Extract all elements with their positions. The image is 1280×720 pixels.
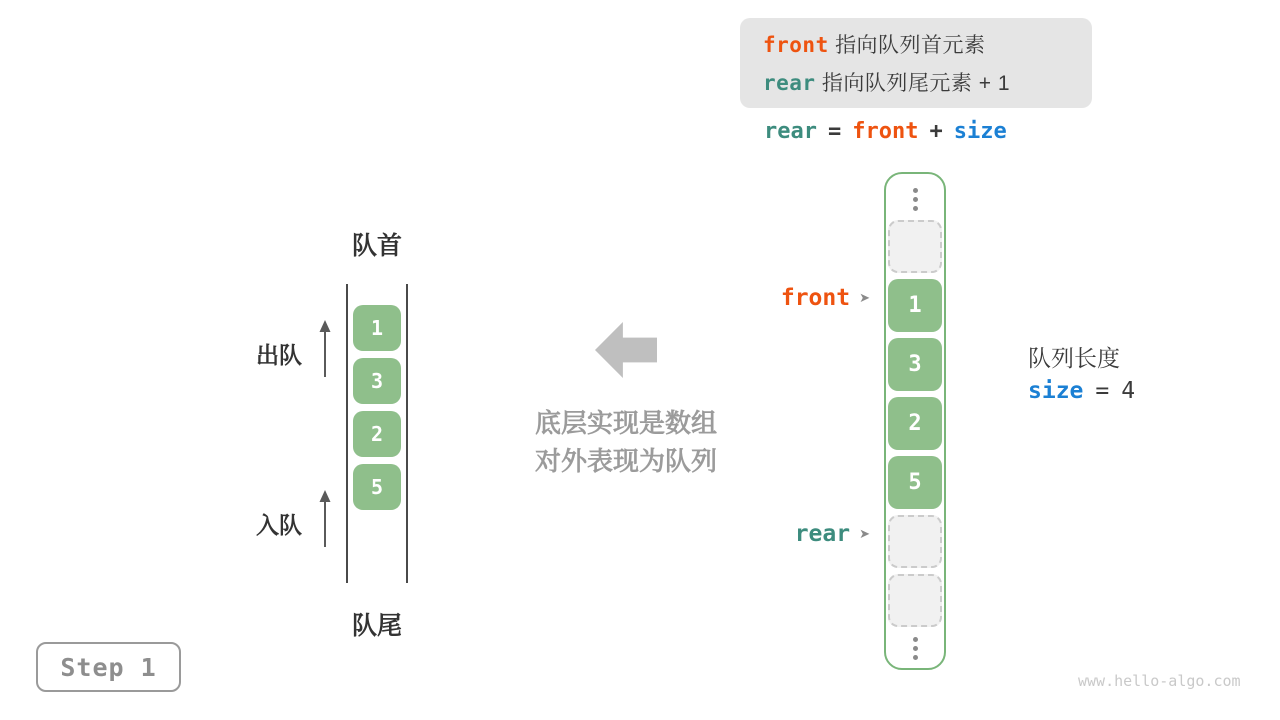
size-keyword: size [1028,378,1084,404]
array-cell-front: 1 [888,279,942,332]
dequeue-label: 出队 [256,342,302,368]
formula-size: size [953,119,1007,144]
rear-pointer [766,521,870,547]
enqueue-label: 入队 [256,512,302,538]
queue-rear-label: 队尾 [351,612,402,640]
formula-equals: = [827,119,842,144]
queue-length-label: 队列长度 [1028,345,1120,371]
array-cell: 5 [888,456,942,509]
array-container [884,172,946,670]
front-pointer-arrow-icon: ➤ [859,290,870,306]
array-cell: 3 [888,338,942,391]
left-block-arrow-icon [595,322,657,378]
array-empty-cell [888,574,942,627]
queue-left-wall [346,284,348,583]
queue-cell: 5 [353,464,401,510]
front-definition-text: 指向队列首元素 [835,34,986,57]
array-empty-cell [888,220,942,273]
size-value-line [1028,378,1135,404]
watermark: www.hello-algo.com [1078,672,1241,690]
caption-line-2: 对外表现为队列 [534,446,717,476]
rear-pointer-arrow-icon: ➤ [859,526,870,542]
queue-front-label: 队首 [351,232,402,260]
caption-line-1: 底层实现是数组 [534,408,717,438]
ellipsis-dots-icon [913,633,918,663]
queue-right-wall [406,284,408,583]
queue-cell: 2 [353,411,401,457]
implementation-caption [526,404,726,480]
rear-keyword: rear [763,71,816,95]
size-value: 4 [1121,378,1136,404]
formula-front: front [852,119,919,144]
front-pointer-label: front [780,285,851,311]
queue-cell: 3 [353,358,401,404]
formula-plus: + [929,119,943,144]
rear-definition [763,67,1092,97]
size-equals: = [1095,378,1110,404]
rear-definition-text: 指向队列尾元素 + 1 [821,72,1011,95]
rear-formula [764,119,1007,144]
pointer-definition-box [740,18,1092,108]
array-cell: 2 [888,397,942,450]
queue-cell: 1 [353,305,401,351]
enqueue-up-arrow-icon [318,490,332,548]
formula-rear: rear [764,119,817,144]
front-pointer [766,285,870,311]
step-badge: Step 1 [36,642,181,692]
array-empty-cell-rear [888,515,942,568]
rear-pointer-label: rear [794,521,851,547]
front-keyword: front [763,33,829,57]
ellipsis-dots-icon [913,184,918,214]
dequeue-up-arrow-icon [318,320,332,378]
front-definition [763,29,1092,59]
